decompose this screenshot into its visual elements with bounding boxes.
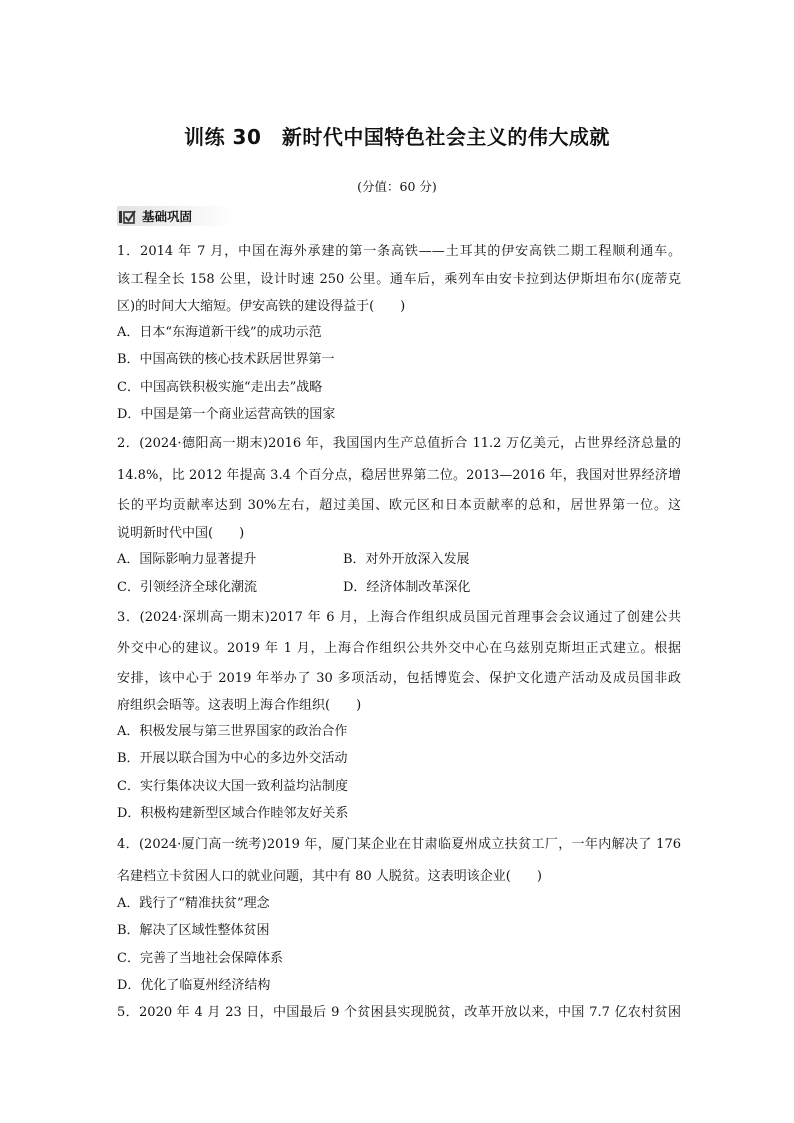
question-3-option-a[interactable]: A．积极发展与第三世界国家的政治合作 <box>117 724 348 739</box>
question-2-option-b[interactable]: B．对外开放深入发展 <box>343 552 470 567</box>
question-4-option-b[interactable]: B．解决了区域性整体贫困 <box>117 923 270 938</box>
question-1-option-d[interactable]: D．中国是第一个商业运营高铁的国家 <box>117 407 336 422</box>
question-2-option-d[interactable]: D．经济体制改革深化 <box>343 580 471 595</box>
question-1-line-3: 区)的时间大大缩短。伊安高铁的建设得益于( ) <box>117 299 406 314</box>
score-note: (分值：60 分) <box>357 179 437 194</box>
question-2-line-2: 14.8%，比 2012 年提高 3.4 个百分点，稳居世界第二位。2013—2016 年，我国对世界经济增 <box>117 468 681 483</box>
question-2-option-c[interactable]: C．引领经济全球化潮流 <box>117 580 257 595</box>
question-4-line-2: 名建档立卡贫困人口的就业问题，其中有 80 人脱贫。这表明该企业( ) <box>117 869 542 884</box>
question-3-option-d[interactable]: D．积极构建新型区域合作睦邻友好关系 <box>117 806 349 821</box>
page-title: 训练 30 新时代中国特色社会主义的伟大成就 <box>184 125 610 149</box>
section-header <box>117 206 233 226</box>
question-3-line-3: 安排，该中心于 2019 年举办了 30 多项活动，包括博览会、保护文化遗产活动及成员国非政 <box>117 671 681 686</box>
question-3-line-1: 3．(2024·深圳高一期末)2017 年 6 月，上海合作组织成员国元首理事会会议通过了创建公共 <box>117 610 681 625</box>
question-4-option-c[interactable]: C．完善了当地社会保障体系 <box>117 951 283 966</box>
question-4-option-a[interactable]: A．践行了“精准扶贫”理念 <box>117 896 270 911</box>
question-3-line-2: 外交中心的建议。2019 年 1 月，上海合作组织公共外交中心在乌兹别克斯坦正式建立。根据 <box>117 641 681 656</box>
question-5-line-1: 5．2020 年 4 月 23 日，中国最后 9 个贫困县实现脱贫，改革开放以来，中国 7.7 亿农村贫困 <box>117 1005 681 1020</box>
question-2-line-3: 长的平均贡献率达到 30%左右，超过美国、欧元区和日本贡献率的总和，居世界第一位。这 <box>117 498 681 513</box>
question-1-line-1: 1．2014 年 7 月，中国在海外承建的第一条高铁——土耳其的伊安高铁二期工程顺利通车。 <box>117 244 681 259</box>
question-2-line-4: 说明新时代中国( ) <box>117 526 245 541</box>
section-label: 基础巩固 <box>142 209 193 224</box>
question-3-line-4: 府组织会晤等。这表明上海合作组织( ) <box>117 698 362 713</box>
question-2-option-a[interactable]: A．国际影响力显著提升 <box>117 552 257 567</box>
question-1-option-c[interactable]: C．中国高铁积极实施“走出去”战略 <box>117 380 323 395</box>
question-4-line-1: 4．(2024·厦门高一统考)2019 年，厦门某企业在甘肃临夏州成立扶贫工厂，一年内解决了 176 <box>117 837 681 852</box>
question-1-option-a[interactable]: A．日本“东海道新干线”的成功示范 <box>117 325 322 340</box>
check-box-icon <box>118 209 136 224</box>
question-1-line-2: 该工程全长 158 公里，设计时速 250 公里。通车后，乘列车由安卡拉到达伊斯坦布尔(庞蒂克 <box>117 272 681 287</box>
question-3-option-c[interactable]: C．实行集体决议大国一致利益均沾制度 <box>117 779 348 794</box>
question-3-option-b[interactable]: B．开展以联合国为中心的多边外交活动 <box>117 751 348 766</box>
question-4-option-d[interactable]: D．优化了临夏州经济结构 <box>117 978 271 993</box>
question-2-line-1: 2．(2024·德阳高一期末)2016 年，我国国内生产总值折合 11.2 万亿美元，占世界经济总量的 <box>117 436 681 451</box>
question-1-option-b[interactable]: B．中国高铁的核心技术跃居世界第一 <box>117 352 335 367</box>
